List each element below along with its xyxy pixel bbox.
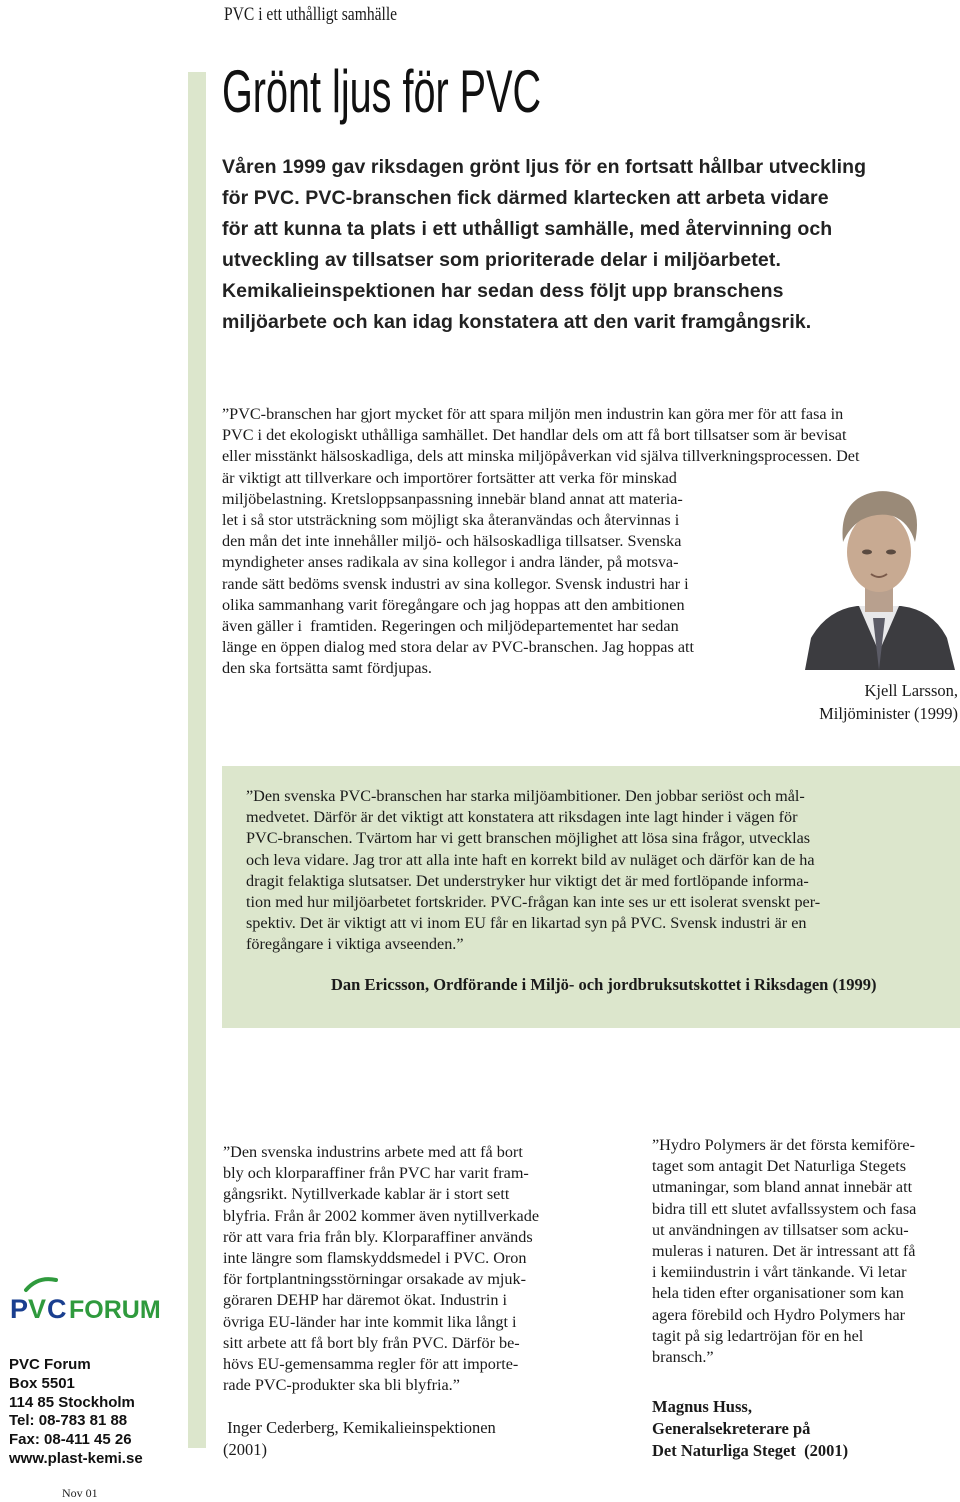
intro-paragraph: Våren 1999 gav riksdagen grönt ljus för en fortsatt hållbar utveckling för PVC. PVC-branschen fick därmed klartecken att arbeta vidare för att kunna ta plats i ett uthålligt samhälle, med återvinning och utveckling av tillsatser som prioriterade delar i miljöarbetet. Kemikalieinspektionen har sedan dess följt upp branschens miljöarbete och kan idag konstatera att den varit framgångsrik. [222,156,867,333]
minister-quote: ”PVC-branschen har gjort mycket för att spara miljön men industrin kan göra mer för att fasa in PVC i det ekologiskt uthålliga samhället. Det handlar dels om att få bort tillsatser som är bevisat eller misstänkt hälsoskadliga, dels att minska miljöpåverkan vid själva tillverkningsprocessen. Det är viktigt att tillverkare och importörer fortsätter att verka för minskad miljöbelastning. Kretsloppsanpassning innebär bland annat att materia- let i så stor utsträckning som möjligt ska återanvändas och återvinnas i den mån det inte innehåller miljö- och hälsoskadliga tillsatser. Svenska myndigheter anses radikala av sina kollegor i andra länder, på motsva- rande sätt bedöms svensk industri av sina kollegor. Svensk industri har i olika sammanhang varit föregångare och jag hoppas att den ambitionen även gäller i framtiden. Regeringen och miljödepartementet har sedan länge en öppen dialog med stora delar av PVC-branschen. Jag hoppas att den ska fortsätta samt fördjupas. [222,405,860,678]
pvc-forum-logo [8,1276,168,1324]
footer-date: Nov 01 [62,1486,98,1500]
hydro-signature: Magnus Huss, Generalsekreterare på Det Naturliga Steget (2001) [652,1397,849,1460]
riksdag-quote: ”Den svenska PVC-branschen har starka miljöambitioner. Den jobbar seriöst och mål- medvetet. Därför är det viktigt att konstatera att riksdagen inte lagt hinder i vägen för PVC-branschen. Tvärtom har vi gett branschen möjlighet att lösa sina frågor, utvecklas och leva vidare. Jag tror att alla inte haft en korrekt bild av nuläget och därför kan de ha dragit felaktiga slutsatser. Det understryker hur viktigt det är med fortlöpande informa- tion med hur miljöarbetet fortskrider. PVC-frågan kan inte ses ur ett isolerat svenskt per- spektiv. Det är viktigt att vi inom EU får en likartad syn på PVC. Svensk industri är en föregångare i viktiga avseenden.” [246,787,821,954]
kemi-quote: ”Den svenska industrins arbete med att få bort bly och klorparaffiner från PVC har varit fram- gångsrikt. Nytillverkade kablar är i stort sett blyfria. Från år 2002 kommer även nytillverkade rör att vara fria från bly. Klorparaffiner används inte längre som flamskyddsmedel i PVC. Oron för fortplantningsstörningar orsakade av mjuk- göraren DEHP har däremot ökat. Industrin i övriga EU-länder har inte kommit lika långt i sitt arbete att få bort bly från PVC. Därför be- hövs EU-gemensamma regler för att importe- rade PVC-produkter ska bli blyfria.” [223,1143,540,1395]
svg-text:C: C [47,1294,67,1324]
accent-bar [188,72,206,1448]
svg-text:FORUM: FORUM [69,1296,161,1324]
running-title: PVC i ett uthålligt samhälle [224,4,398,25]
kemi-signature: Inger Cederberg, Kemikalieinspektionen (2001) [223,1418,496,1459]
svg-text:P: P [10,1294,29,1324]
hydro-quote: ”Hydro Polymers är det första kemiföre- taget som antagit Det Naturliga Stegets utmaningar, som bland annat innebär att bidra till ett slutet avfallssystem och fasa ut användningen av tillsatser som acku- muleras i naturen. Det är intressant att få i kemiindustrin i vårt tänkande. Vi letar hela tiden efter organisationer som kan agera förebild och Hydro Polymers har tagit på sig ledartröjan för en hel bransch.” [652,1136,917,1367]
minister-signature: Kjell Larsson, Miljöminister (1999) [819,681,958,723]
address-block: PVC Forum Box 5501 114 85 Stockholm Tel: 08-783 81 88 Fax: 08-411 45 26 www.plast-kemi.se [9,1356,143,1467]
portrait-photo [797,470,960,670]
riksdag-signature: Dan Ericsson, Ordförande i Miljö- och jordbruksutskottet i Riksdagen (1999) [331,975,877,994]
svg-text:V: V [28,1294,47,1324]
page-title: Grönt ljus för PVC [222,58,542,125]
